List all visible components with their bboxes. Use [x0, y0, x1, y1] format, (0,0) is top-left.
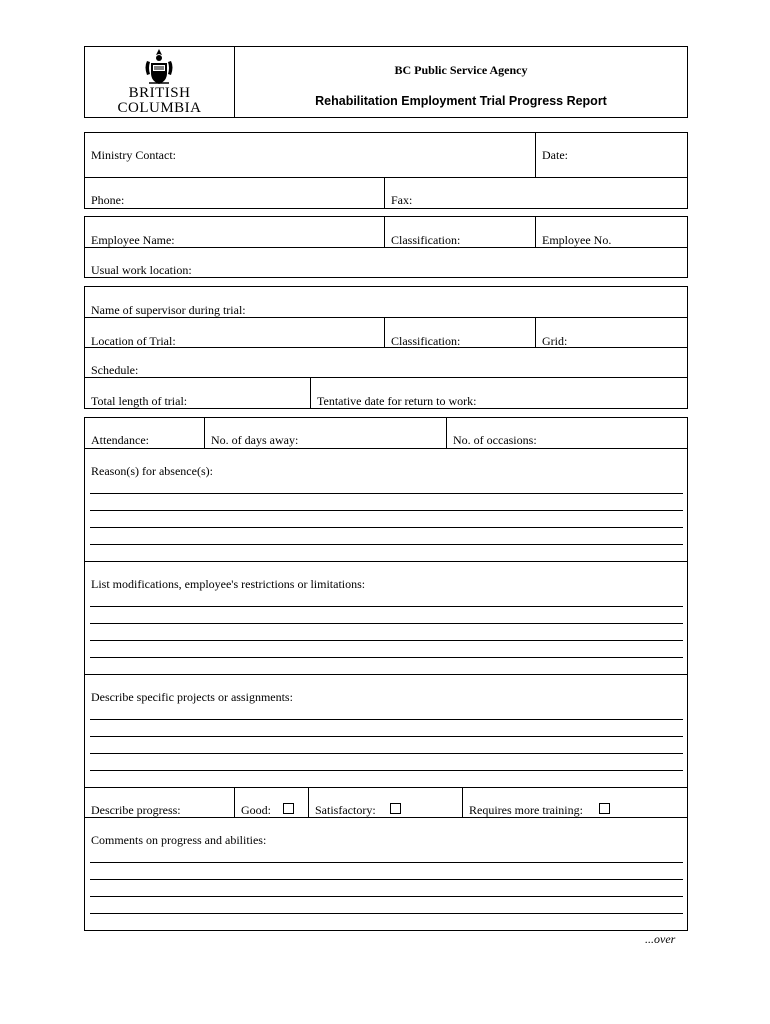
divider [234, 787, 235, 817]
modifications-line[interactable] [90, 657, 683, 658]
satisfactory-checkbox[interactable] [390, 803, 401, 814]
projects-line[interactable] [90, 719, 683, 720]
divider [535, 317, 536, 347]
occasions-field[interactable]: No. of occasions: [453, 433, 537, 447]
logo-line-columbia: COLUMBIA [117, 100, 202, 116]
fax-field[interactable]: Fax: [391, 193, 413, 207]
comments-line[interactable] [90, 896, 683, 897]
divider [84, 561, 688, 562]
comments-label: Comments on progress and abilities: [91, 833, 267, 847]
trial-location-field[interactable]: Location of Trial: [91, 334, 176, 348]
reasons-label: Reason(s) for absence(s): [91, 464, 213, 478]
reasons-line[interactable] [90, 544, 683, 545]
total-length-field[interactable]: Total length of trial: [91, 394, 188, 408]
divider [84, 674, 688, 675]
form-title: Rehabilitation Employment Trial Progress Report [315, 94, 607, 108]
reasons-line[interactable] [90, 527, 683, 528]
usual-work-location-field[interactable]: Usual work location: [91, 263, 192, 277]
divider [384, 216, 385, 247]
divider [84, 317, 688, 318]
divider [446, 417, 447, 448]
page-continuation: ...over [645, 932, 676, 946]
progress-label: Describe progress: [91, 803, 181, 817]
divider [204, 417, 205, 448]
comments-line[interactable] [90, 862, 683, 863]
divider [84, 177, 688, 178]
modifications-line[interactable] [90, 640, 683, 641]
reasons-line[interactable] [90, 493, 683, 494]
divider [535, 132, 536, 177]
section-contact [84, 132, 688, 209]
divider [84, 247, 688, 248]
divider [84, 817, 688, 818]
bc-crest-icon [139, 47, 179, 87]
projects-line[interactable] [90, 753, 683, 754]
divider [84, 448, 688, 449]
supervisor-field[interactable]: Name of supervisor during trial: [91, 303, 246, 317]
return-date-field[interactable]: Tentative date for return to work: [317, 394, 477, 408]
reasons-line[interactable] [90, 510, 683, 511]
projects-label: Describe specific projects or assignments: [91, 690, 293, 704]
phone-field[interactable]: Phone: [91, 193, 125, 207]
agency-name: BC Public Service Agency [394, 63, 528, 77]
divider [384, 177, 385, 209]
modifications-line[interactable] [90, 623, 683, 624]
attendance-field[interactable]: Attendance: [91, 433, 149, 447]
divider [84, 787, 688, 788]
divider [308, 787, 309, 817]
days-away-field[interactable]: No. of days away: [211, 433, 299, 447]
ministry-contact-field[interactable]: Ministry Contact: [91, 148, 176, 162]
employee-number-field[interactable]: Employee No. [542, 233, 612, 247]
divider [462, 787, 463, 817]
grid-field[interactable]: Grid: [542, 334, 568, 348]
employee-name-field[interactable]: Employee Name: [91, 233, 175, 247]
schedule-field[interactable]: Schedule: [91, 363, 139, 377]
projects-line[interactable] [90, 736, 683, 737]
date-field[interactable]: Date: [542, 148, 568, 162]
comments-line[interactable] [90, 879, 683, 880]
logo-line-british: BRITISH [128, 85, 191, 101]
divider [84, 377, 688, 378]
good-checkbox[interactable] [283, 803, 294, 814]
trial-classification-field[interactable]: Classification: [391, 334, 461, 348]
satisfactory-label: Satisfactory: [315, 803, 376, 817]
divider [535, 216, 536, 247]
modifications-line[interactable] [90, 606, 683, 607]
divider [310, 377, 311, 409]
employee-classification-field[interactable]: Classification: [391, 233, 461, 247]
modifications-label: List modifications, employee's restrictions or limitations: [91, 577, 366, 591]
comments-line[interactable] [90, 913, 683, 914]
requires-training-checkbox[interactable] [599, 803, 610, 814]
projects-line[interactable] [90, 770, 683, 771]
requires-training-label: Requires more training: [469, 803, 583, 817]
divider [384, 317, 385, 347]
good-label: Good: [241, 803, 271, 817]
